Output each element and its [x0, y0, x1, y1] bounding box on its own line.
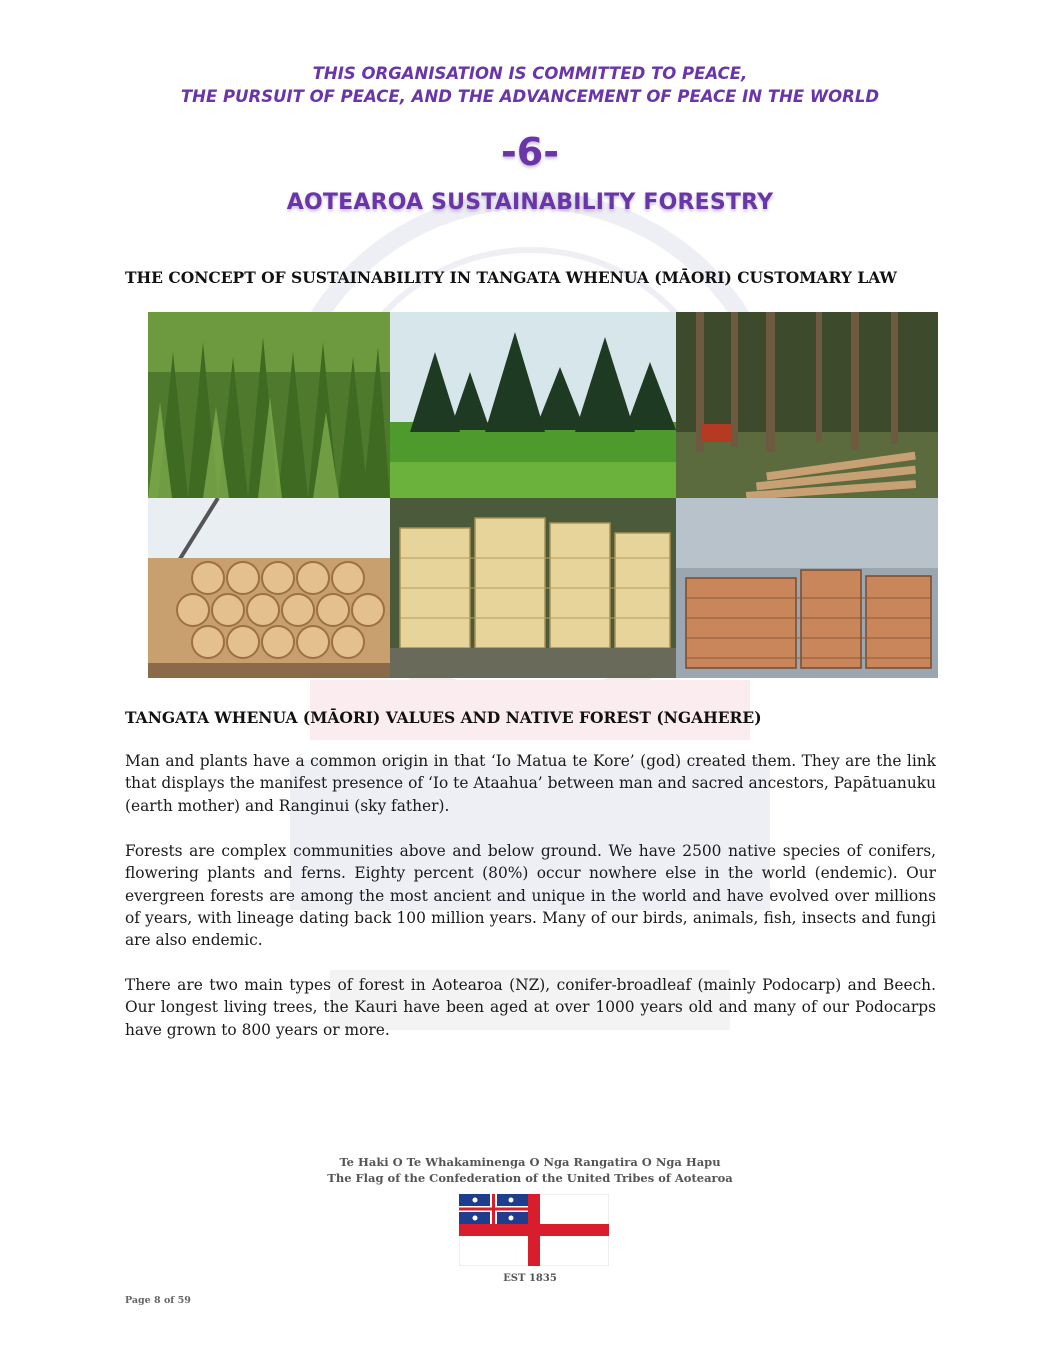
- photo-stacked-logs: [148, 498, 390, 678]
- organisation-motto: [0, 62, 1060, 108]
- photo-conifer-stand: [390, 312, 676, 498]
- section-heading-native-forest: TANGATA WHENUA (MĀORI) VALUES AND NATIVE FOREST (NGAHERE): [125, 708, 762, 727]
- photo-lumber-bundles: [676, 498, 938, 678]
- forestry-photo-collage: [148, 312, 938, 678]
- photo-sawn-timber: [390, 498, 676, 678]
- chapter-number: -6-: [501, 130, 559, 174]
- united-tribes-flag-icon: [459, 1194, 609, 1266]
- motto-line-1: THIS ORGANISATION IS COMMITTED TO PEACE,: [312, 64, 748, 83]
- photo-conifer-seedlings: [148, 312, 390, 498]
- established-year: EST 1835: [503, 1273, 557, 1284]
- chapter-title: AOTEAROA SUSTAINABILITY FORESTRY: [286, 190, 774, 215]
- paragraph-forest-communities: Forests are complex communities above and below ground. We have 2500 native species of conifers, flowering plants and ferns. Eighty percent (80%) occur nowhere else in the world (endemic). Our evergreen forests are among the most ancient and unique in the world and have evolved over millions of years, with lineage dating back 100 million years. Many of our birds, animals, fish, insects and fungi are also endemic.: [125, 842, 936, 950]
- flag-caption-english: The Flag of the Confederation of the United Tribes of Aotearoa: [327, 1171, 733, 1185]
- photo-logging-site: [676, 312, 938, 498]
- motto-line-2: THE PURSUIT OF PEACE, AND THE ADVANCEMENT OF PEACE IN THE WORLD: [180, 87, 880, 106]
- flag-caption-maori: Te Haki O Te Whakaminenga O Nga Rangatira O Nga Hapu: [339, 1155, 721, 1169]
- paragraph-common-origin: Man and plants have a common origin in that ‘Io Matua te Kore’ (god) created them. They are the link that displays the manifest presence of ‘Io te Ataahua’ between man and sacred ancestors, Papātuanuku (earth mother) and Ranginui (sky father).: [125, 752, 936, 815]
- section-heading-sustainability: THE CONCEPT OF SUSTAINABILITY IN TANGATA WHENUA (MĀORI) CUSTOMARY LAW: [125, 268, 897, 287]
- paragraph-forest-types: There are two main types of forest in Aotearoa (NZ), conifer-broadleaf (mainly Podocarp) and Beech. Our longest living trees, the Kauri have been aged at over 1000 years old and many of our Podocarps have grown to 800 years or more.: [125, 976, 936, 1039]
- page-number: Page 8 of 59: [125, 1295, 191, 1306]
